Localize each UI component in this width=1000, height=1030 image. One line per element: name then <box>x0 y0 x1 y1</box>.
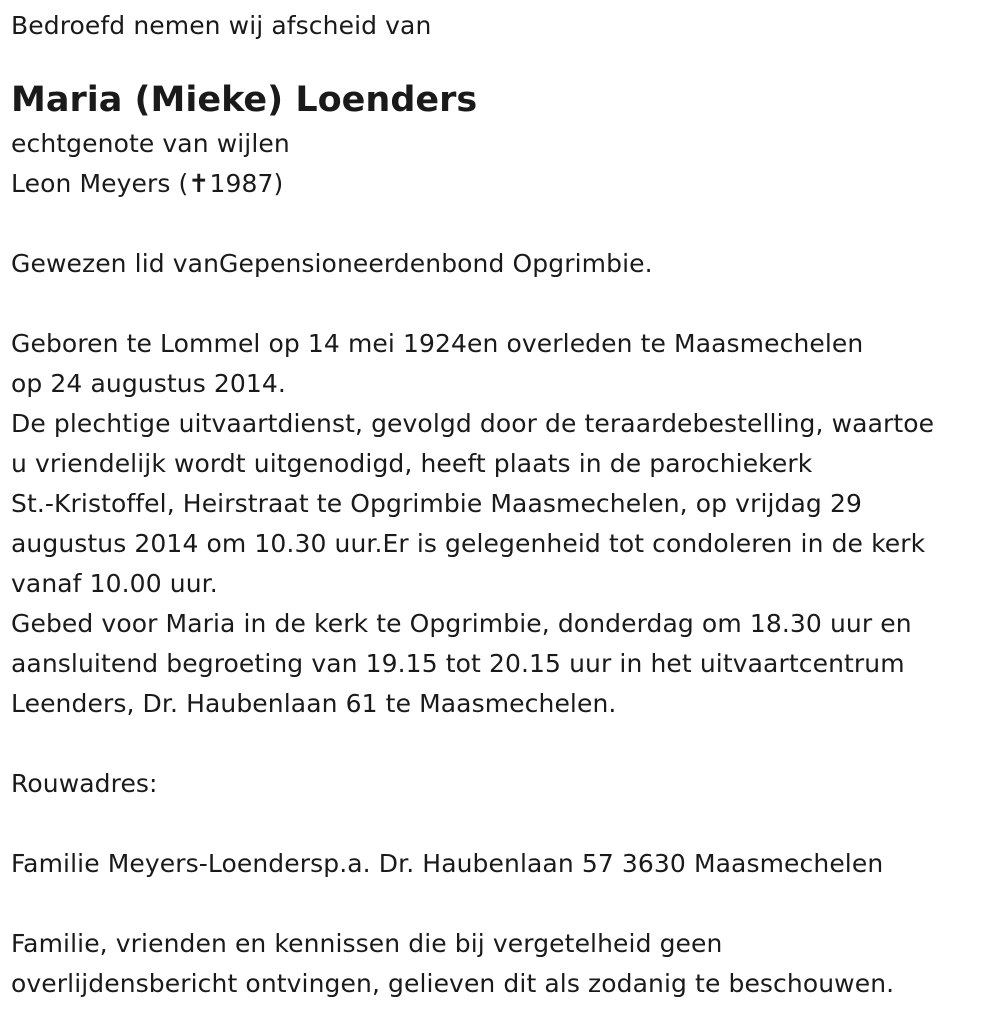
membership-text: Gewezen lid vanGepensioneerdenbond Opgrimbie. <box>11 249 653 278</box>
details-line: Gebed voor Maria in de kerk te Opgrimbie, donderdag om 18.30 uur en <box>11 609 912 638</box>
obituary-notice <box>11 6 996 1004</box>
closing-note <box>11 924 996 1004</box>
address-label: Rouwadres: <box>11 769 158 798</box>
spacer <box>11 884 996 924</box>
details-line: De plechtige uitvaartdienst, gevolgd door de teraardebestelling, waartoe <box>11 409 935 438</box>
details-line: Leenders, Dr. Haubenlaan 61 te Maasmechelen. <box>11 689 617 718</box>
details-line: vanaf 10.00 uur. <box>11 569 218 598</box>
deceased-name: Maria (Mieke) Loenders <box>11 80 478 120</box>
details-line: augustus 2014 om 10.30 uur.Er is gelegenheid tot condoleren in de kerk <box>11 529 926 558</box>
details-line: u vriendelijk wordt uitgenodigd, heeft plaats in de parochiekerk <box>11 449 813 478</box>
spacer <box>11 804 996 844</box>
spouse-death-year: 1987) <box>209 169 284 198</box>
details-line: Geboren te Lommel op 14 mei 1924en overleden te Maasmechelen <box>11 329 864 358</box>
spouse-name-line <box>11 164 996 204</box>
spacer <box>11 284 996 324</box>
details-line: St.-Kristoffel, Heirstraat te Opgrimbie Maasmechelen, op vrijdag 29 <box>11 489 862 518</box>
cross-icon: ✝ <box>188 169 210 198</box>
spouse-name: Leon Meyers ( <box>11 169 189 198</box>
address-value: Familie Meyers-Loendersp.a. Dr. Haubenlaan 57 3630 Maasmechelen <box>11 849 884 878</box>
closing-line: overlijdensbericht ontvingen, gelieven dit als zodanig te beschouwen. <box>11 969 895 998</box>
funeral-details <box>11 324 996 724</box>
spacer <box>11 724 996 764</box>
details-line: aansluitend begroeting van 19.15 tot 20.15 uur in het uitvaartcentrum <box>11 649 905 678</box>
spouse-relation: echtgenote van wijlen <box>11 129 290 158</box>
closing-line: Familie, vrienden en kennissen die bij vergetelheid geen <box>11 929 723 958</box>
intro-text: Bedroefd nemen wij afscheid van <box>11 11 432 40</box>
spacer <box>11 204 996 244</box>
details-line: op 24 augustus 2014. <box>11 369 286 398</box>
